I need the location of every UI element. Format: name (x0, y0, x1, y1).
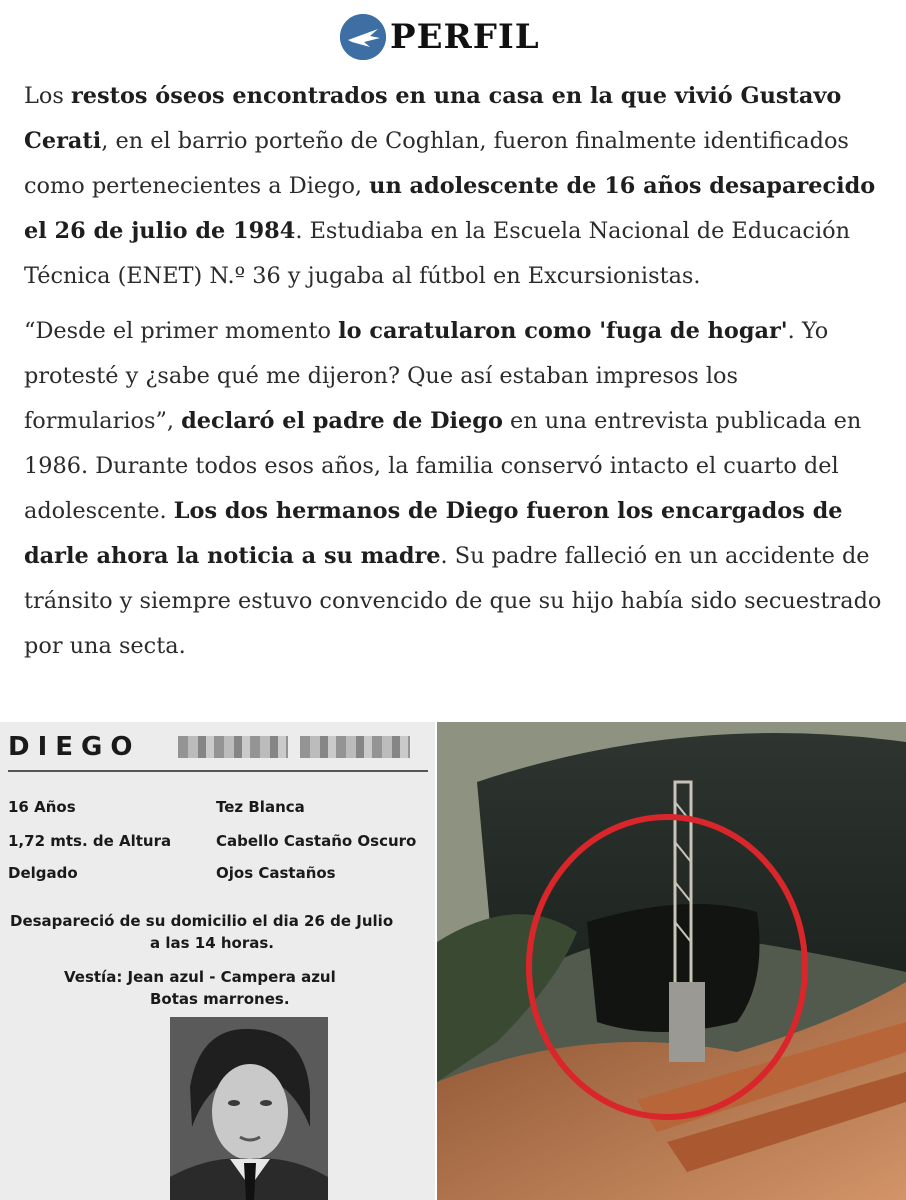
clipping-missing-line-2: a las 14 horas. (150, 934, 274, 952)
clipping-divider (8, 770, 428, 772)
p2-text: . Yo protesté y ¿sabe qué me dijeron? Que así estaban impresos los formularios”, (24, 318, 829, 434)
perfil-bird-icon (340, 14, 386, 60)
p2-bold: declaró el padre de Diego (181, 408, 503, 434)
p2-text: . Su padre falleció en un accidente de tránsito y siempre estuvo convencido de que su hijo había sido secuestrado por una secta. (24, 543, 882, 659)
clipping-eyes: Ojos Castaños (216, 864, 336, 882)
header (0, 0, 906, 72)
p1-text: , en el barrio porteño de Coghlan, fueron finalmente identificados como pertenecientes a Diego, (24, 128, 849, 199)
clipping-name: DIEGO (8, 732, 141, 762)
article-paragraph-1 (24, 74, 890, 299)
clipping-missing-line-1: Desapareció de su domicilio el dia 26 de Julio (10, 912, 394, 930)
p1-bold: un adolescente de 16 años desaparecido el 26 de julio de 1984 (24, 173, 876, 244)
brand-name: PERFIL (390, 17, 540, 57)
p1-text: Los (24, 83, 71, 109)
brand-logo (340, 14, 540, 60)
p1-bold: restos óseos encontrados en una casa en la que vivió Gustavo Cerati (24, 83, 842, 154)
clipping-clothing-line-1: Vestía: Jean azul - Campera azul (64, 968, 336, 986)
p2-text: en una entrevista publicada en 1986. Durante todos esos años, la familia conservó intacto el cuarto del adolescente. (24, 408, 862, 524)
p2-bold: Los dos hermanos de Diego fueron los encargados de darle ahora la noticia a su madre (24, 498, 843, 569)
clipping-hair: Cabello Castaño Oscuro (216, 832, 417, 850)
excavation-photo (437, 722, 906, 1200)
p2-bold: lo caratularon como 'fuga de hogar' (338, 318, 788, 344)
missing-person-clipping (0, 722, 435, 1200)
redacted-surname (178, 736, 288, 758)
redacted-surname-2 (300, 736, 410, 758)
p2-text: “Desde el primer momento (24, 318, 339, 344)
clipping-age: 16 Años (8, 798, 76, 816)
clipping-build: Delgado (8, 864, 78, 882)
clipping-clothing-line-2: Botas marrones. (150, 990, 290, 1008)
clipping-height: 1,72 mts. de Altura (8, 832, 172, 850)
clipping-skin: Tez Blanca (216, 798, 305, 816)
article-paragraph-2 (24, 309, 890, 669)
p1-text: . Estudiaba en la Escuela Nacional de Educación Técnica (ENET) N.º 36 y jugaba al fútbol en Excursionistas. (24, 218, 851, 289)
article-body (24, 74, 890, 669)
portrait-photo (170, 1017, 328, 1200)
